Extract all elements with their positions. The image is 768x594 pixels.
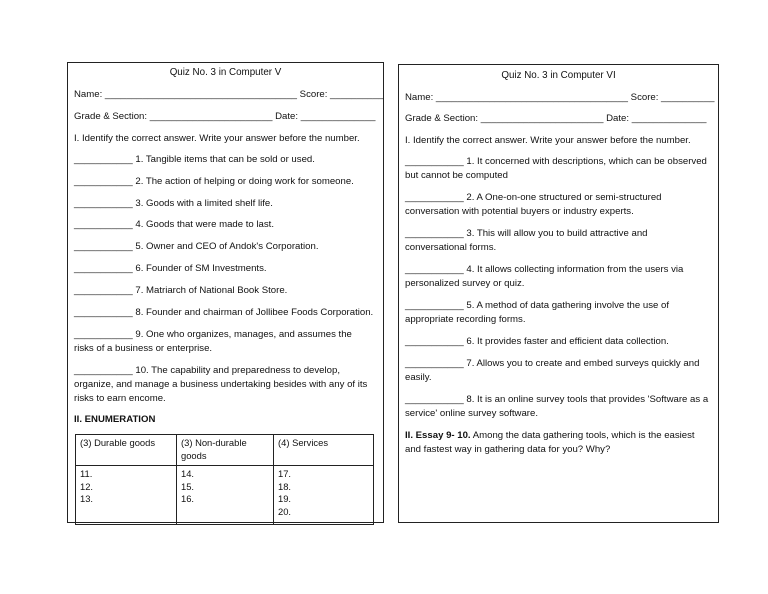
grade-date-line: Grade & Section: _______________________ Date: ______________ <box>405 113 707 124</box>
question-item: ___________ 10. The capability and preparedness to develop, organize, and manage a business undertaking besides with any of its risks to earn encome. <box>74 365 368 404</box>
answer-number: 11. <box>80 468 93 479</box>
essay-label: II. Essay 9- 10. <box>405 430 471 441</box>
question-item: ___________ 2. A One-on-one structured or semi-structured conversation with potential buyers or industry experts. <box>405 192 662 217</box>
section-heading-enumeration: II. ENUMERATION <box>74 414 156 425</box>
essay-question <box>405 429 711 457</box>
table-row <box>76 466 374 525</box>
name-score-line: Name: ____________________________________ Score: __________ <box>74 89 384 100</box>
essay-text: Among the data gathering tools, which is the easiest and fastest way in gathering data for you? Why? <box>405 430 695 455</box>
question-item: ___________ 5. A method of data gathering involve the use of appropriate recording forms. <box>405 300 670 325</box>
question-item: ___________ 3. This will allow you to build attractive and conversational forms. <box>405 228 648 253</box>
name-score-line: Name: ____________________________________ Score: __________ <box>405 92 715 103</box>
question-item: ___________ 5. Owner and CEO of Andok's Corporation. <box>74 241 319 252</box>
table-header-row <box>76 435 374 466</box>
table-cell <box>76 466 177 525</box>
table-header-cell: (3) Non-durable goods <box>177 435 274 466</box>
enumeration-table <box>75 434 374 525</box>
answer-number: 18. <box>278 480 292 492</box>
answer-number: 19. <box>278 493 292 504</box>
quiz-title: Quiz No. 3 in Computer V <box>169 67 282 78</box>
instruction-text: I. Identify the correct answer. Write your answer before the number. <box>405 135 691 146</box>
answer-number: 13. <box>80 493 94 504</box>
question-item: ___________ 2. The action of helping or doing work for someone. <box>74 176 354 187</box>
table-cell <box>274 466 374 525</box>
quiz-card-computer-vi <box>398 64 719 523</box>
question-item: ___________ 9. One who organizes, manages, and assumes the risks of a business or enterprise. <box>74 329 352 354</box>
answer-number: 12. <box>80 480 94 492</box>
table-cell <box>177 466 274 525</box>
question-item: ___________ 4. Goods that were made to last. <box>74 219 275 230</box>
question-item: ___________ 1. Tangible items that can be sold or used. <box>74 154 315 165</box>
question-item: ___________ 4. It allows collecting information from the users via personalized survey or quiz. <box>405 264 684 289</box>
question-item: ___________ 8. Founder and chairman of Jollibee Foods Corporation. <box>74 307 374 318</box>
question-item: ___________ 1. It concerned with descriptions, which can be observed but cannot be computed <box>405 156 707 181</box>
question-item: ___________ 3. Goods with a limited shelf life. <box>74 198 273 209</box>
quiz-title: Quiz No. 3 in Computer VI <box>501 70 616 81</box>
question-item: ___________ 7. Matriarch of National Book Store. <box>74 285 288 296</box>
instruction-text: I. Identify the correct answer. Write your answer before the number. <box>74 133 360 144</box>
question-item: ___________ 7. Allows you to create and embed surveys quickly and easily. <box>405 358 700 383</box>
answer-number: 16. <box>181 493 195 504</box>
table-header-cell: (3) Durable goods <box>76 435 177 466</box>
grade-date-line: Grade & Section: _______________________ Date: ______________ <box>74 111 376 122</box>
answer-number: 20. <box>278 505 292 517</box>
table-header-cell: (4) Services <box>274 435 374 466</box>
question-item: ___________ 6. Founder of SM Investments. <box>74 263 267 274</box>
answer-number: 15. <box>181 480 195 492</box>
question-item: ___________ 6. It provides faster and efficient data collection. <box>405 336 669 347</box>
quiz-card-computer-v <box>67 62 384 523</box>
answer-number: 14. <box>181 468 195 479</box>
question-item: ___________ 8. It is an online survey tools that provides 'Software as a service' online survey software. <box>405 394 709 419</box>
answer-number: 17. <box>278 468 292 479</box>
